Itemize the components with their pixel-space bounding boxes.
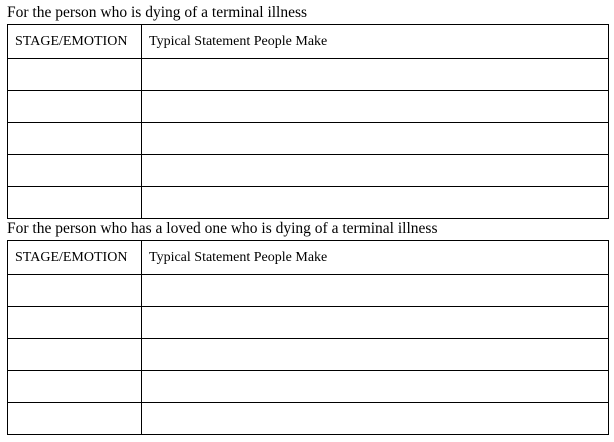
statement-cell[interactable] bbox=[142, 155, 609, 187]
table-row bbox=[8, 403, 609, 435]
statement-cell[interactable] bbox=[142, 403, 609, 435]
table-row bbox=[8, 91, 609, 123]
stage-cell[interactable] bbox=[8, 123, 142, 155]
column-header-stage: STAGE/EMOTION bbox=[8, 241, 142, 275]
table-row bbox=[8, 155, 609, 187]
table-row bbox=[8, 339, 609, 371]
stage-cell[interactable] bbox=[8, 307, 142, 339]
statement-cell[interactable] bbox=[142, 123, 609, 155]
statement-cell[interactable] bbox=[142, 187, 609, 219]
table-row bbox=[8, 307, 609, 339]
table-header-row bbox=[8, 241, 609, 275]
statement-cell[interactable] bbox=[142, 371, 609, 403]
worksheet-table bbox=[7, 240, 609, 435]
stage-cell[interactable] bbox=[8, 91, 142, 123]
table-row bbox=[8, 371, 609, 403]
section-loved-one bbox=[7, 219, 608, 435]
stage-cell[interactable] bbox=[8, 155, 142, 187]
statement-cell[interactable] bbox=[142, 59, 609, 91]
stage-cell[interactable] bbox=[8, 59, 142, 91]
section-caption: For the person who has a loved one who is dying of a terminal illness bbox=[7, 220, 438, 237]
statement-cell[interactable] bbox=[142, 339, 609, 371]
stage-cell[interactable] bbox=[8, 403, 142, 435]
stage-cell[interactable] bbox=[8, 371, 142, 403]
table-row bbox=[8, 275, 609, 307]
section-dying-person bbox=[7, 3, 608, 219]
stage-cell[interactable] bbox=[8, 275, 142, 307]
table-row bbox=[8, 123, 609, 155]
column-header-statement: Typical Statement People Make bbox=[142, 241, 609, 275]
statement-cell[interactable] bbox=[142, 91, 609, 123]
table-header-row bbox=[8, 25, 609, 59]
column-header-statement: Typical Statement People Make bbox=[142, 25, 609, 59]
stage-cell[interactable] bbox=[8, 187, 142, 219]
section-caption: For the person who is dying of a terminal illness bbox=[7, 4, 308, 21]
stage-cell[interactable] bbox=[8, 339, 142, 371]
statement-cell[interactable] bbox=[142, 275, 609, 307]
column-header-stage: STAGE/EMOTION bbox=[8, 25, 142, 59]
worksheet-table bbox=[7, 24, 609, 219]
statement-cell[interactable] bbox=[142, 307, 609, 339]
table-row bbox=[8, 187, 609, 219]
table-row bbox=[8, 59, 609, 91]
